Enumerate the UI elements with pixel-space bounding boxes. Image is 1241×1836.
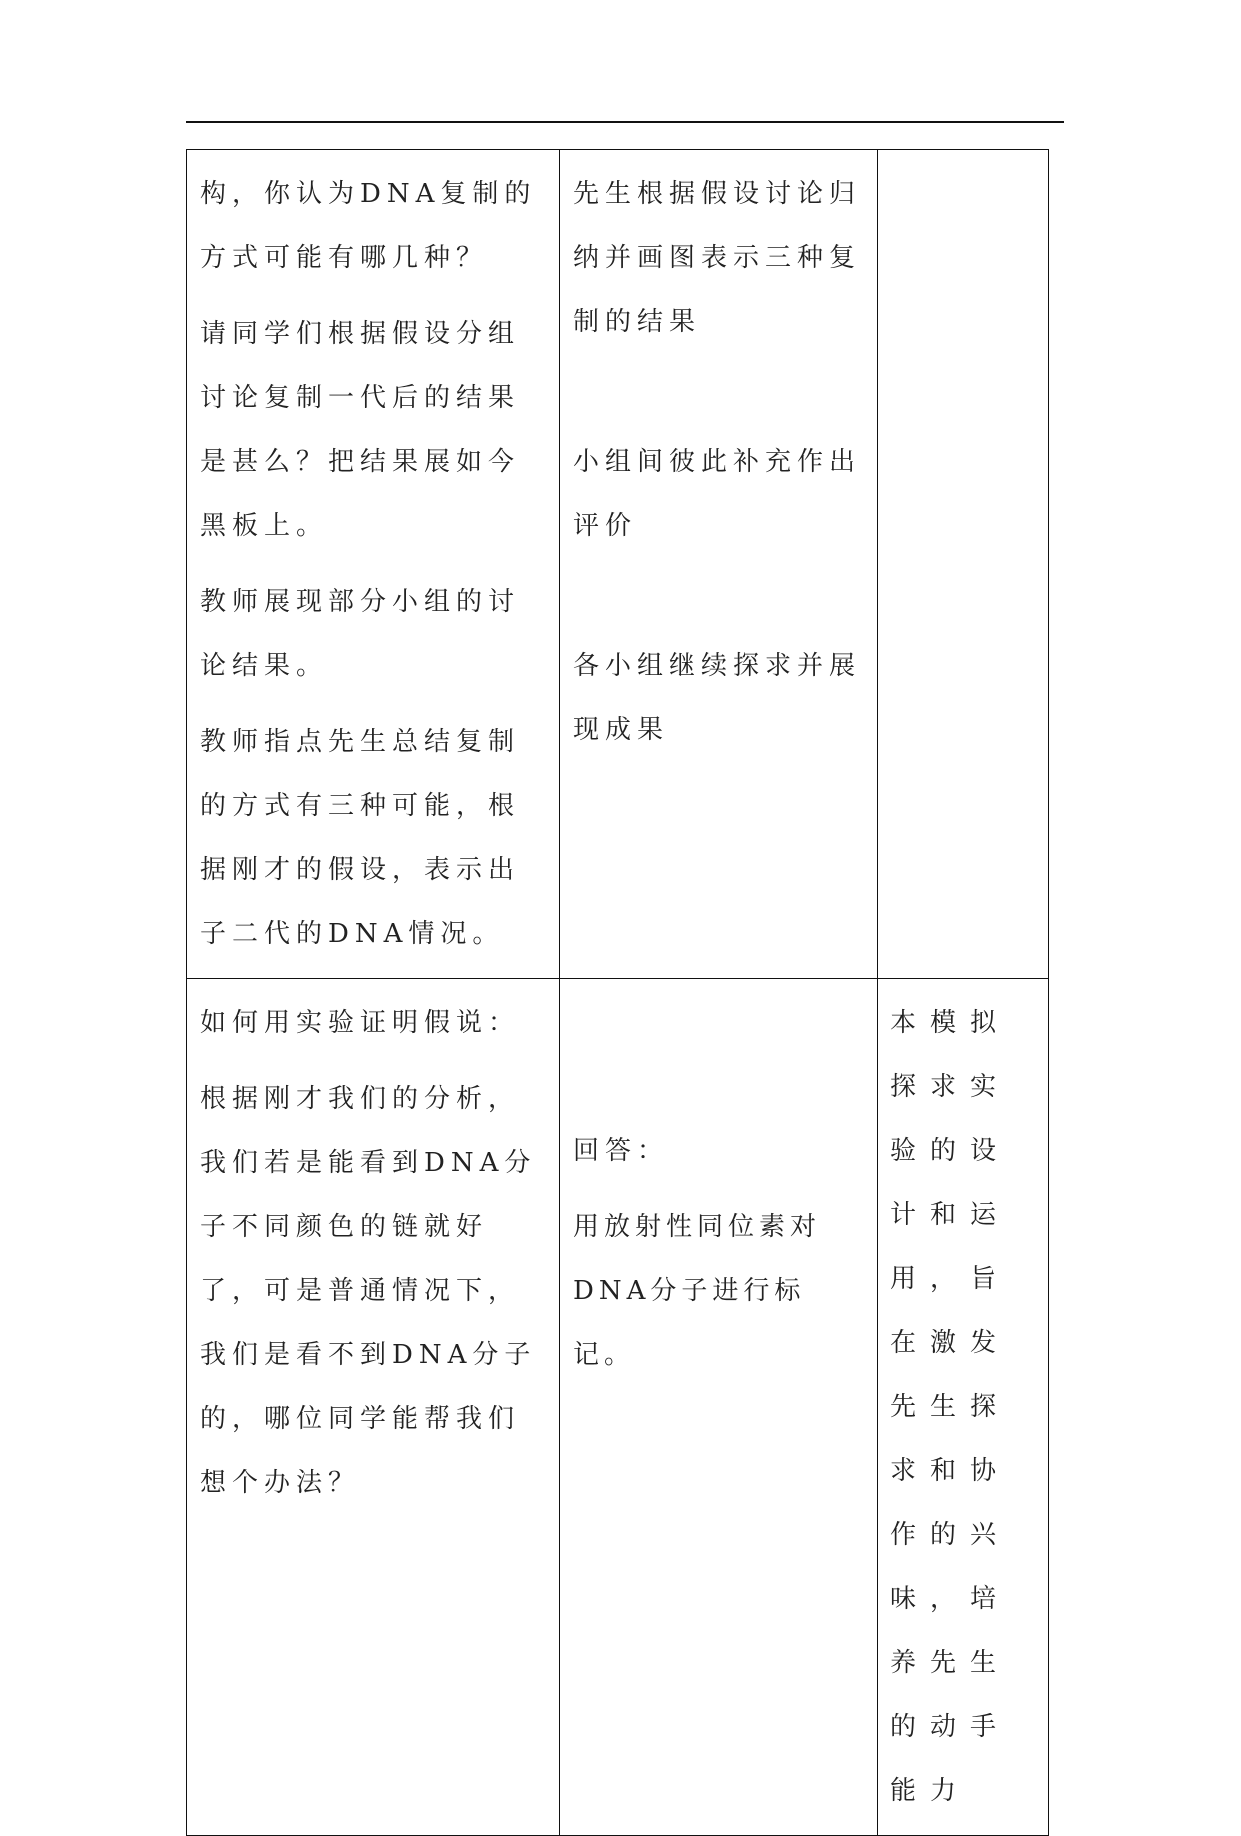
design-intent-cell (878, 150, 1049, 979)
table-row (187, 979, 1049, 1836)
paragraph: 小组间彼此补充作出评价 (573, 447, 862, 541)
paragraph: 回答： (573, 1136, 670, 1166)
paragraph: 如何用实验证明假说： (200, 1008, 521, 1038)
design-intent-cell (878, 979, 1049, 1836)
lesson-plan-table (186, 149, 1049, 1836)
teacher-activity-cell (187, 150, 560, 979)
paragraph: 本模拟探求实验的设计和运用，旨在激发先生探求和协作的兴味，培养先生的动手能力 (890, 1008, 1011, 1806)
paragraph: 根据刚才我们的分析，我们若是能看到DNA分子不同颜色的链就好了，可是普通情况下，我们是看不到DNA分子的，哪位同学能帮我们想个办法？ (200, 1084, 537, 1498)
paragraph: 请同学们根据假设分组讨论复制一代后的结果是甚么？把结果展如今黑板上。 (200, 319, 521, 541)
paragraph: 各小组继续探求并展现成果 (573, 651, 862, 745)
paragraph: 教师指点先生总结复制的方式有三种可能，根据刚才的假设，表示出子二代的DNA情况。 (200, 727, 521, 949)
paragraph: 教师展现部分小组的讨论结果。 (200, 587, 521, 681)
student-activity-cell (560, 150, 878, 979)
paragraph: 用放射性同位素对DNA分子进行标记。 (573, 1212, 822, 1370)
table-row (187, 150, 1049, 979)
paragraph: 先生根据假设讨论归纳并画图表示三种复制的结果 (573, 179, 862, 337)
header-rule (186, 121, 1064, 123)
student-activity-cell (560, 979, 878, 1836)
paragraph: 构，你认为DNA复制的方式可能有哪几种？ (200, 179, 537, 273)
teacher-activity-cell (187, 979, 560, 1836)
